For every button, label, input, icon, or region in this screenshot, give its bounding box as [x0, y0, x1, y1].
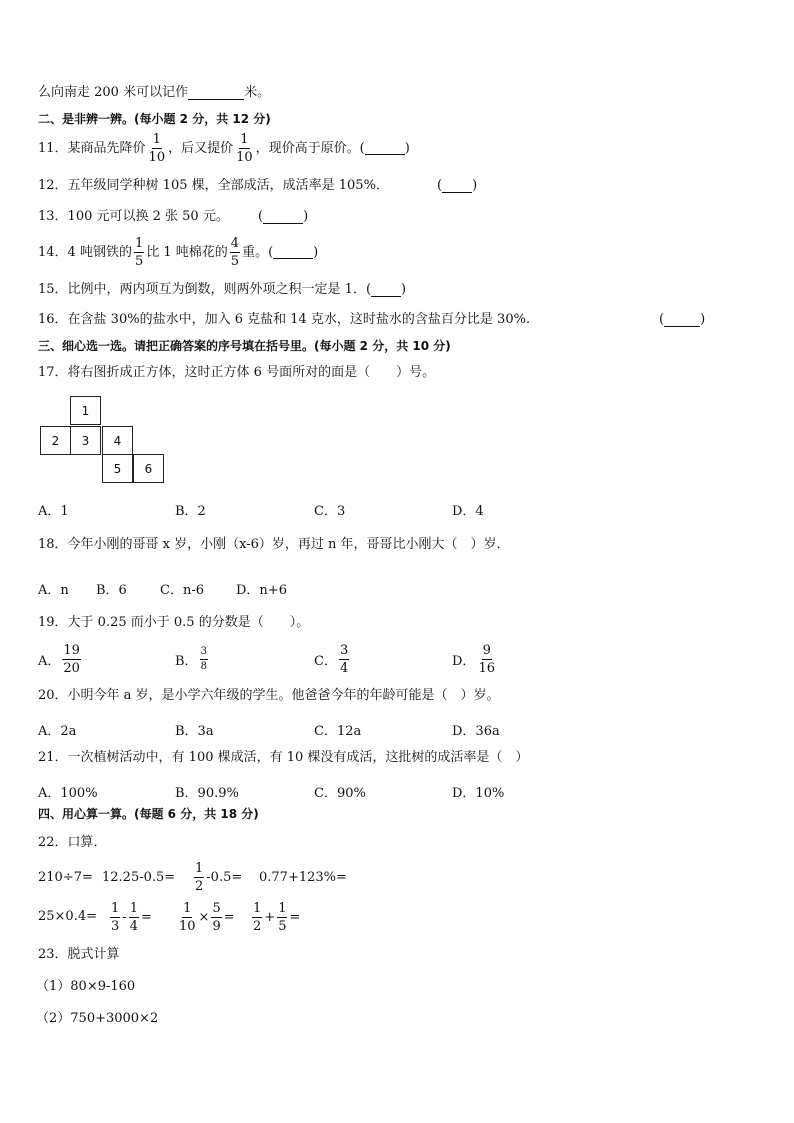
q20-option-b[interactable]: B．3a	[175, 724, 214, 739]
calc-r2-d	[250, 897, 300, 937]
calc-r2-c-op: ×	[198, 909, 210, 925]
calc-r2-d-op: +	[264, 909, 276, 925]
calc-r1-c-rest: -0.5=	[206, 869, 243, 885]
net-cell-2: 2	[40, 426, 71, 455]
q17-option-c[interactable]: C．3	[314, 504, 346, 519]
calc-r1-c-fraction	[194, 862, 204, 893]
calc-r2-c-f2-den: 9	[212, 918, 221, 934]
calc-r2-d-eq: =	[289, 909, 301, 925]
question-12	[38, 179, 389, 192]
question-21: 21．一次植树活动中，有 100 棵成活，有 10 棵没有成活，这批树的成活率是（ ）	[38, 750, 529, 765]
calc-r2-c-f1-den: 10	[179, 918, 196, 934]
q19-option-a[interactable]	[38, 640, 83, 678]
calc-r1-d: 0.77+123%=	[259, 870, 347, 885]
calc-r2-b-fraction-1	[110, 902, 120, 933]
net-cell-1: 1	[70, 396, 101, 425]
q16-answer-blank[interactable]	[664, 313, 700, 327]
q14-text-b: 比 1 吨棉花的	[146, 244, 228, 260]
calc-r2-b-f1-den: 3	[111, 918, 120, 934]
calc-r2-c-f1-num: 1	[183, 900, 192, 916]
q11-fraction-2	[235, 133, 254, 164]
calc-r2-a: 25×0.4=	[38, 909, 98, 924]
calc-r2-c-f2-num: 5	[212, 900, 221, 916]
q19-c-fraction	[339, 644, 349, 675]
q16-close: )	[700, 312, 706, 327]
calc-r2-d-f2-den: 5	[278, 918, 287, 934]
q19-b-den: 8	[200, 660, 207, 672]
q14-text-c: 重。(	[242, 244, 274, 260]
calc-r1-c-num: 1	[195, 860, 204, 876]
q16-open: (	[659, 312, 665, 327]
q18-option-d[interactable]: D．n+6	[236, 583, 287, 598]
question-18: 18．今年小刚的哥哥 x 岁，小刚（x-6）岁，再过 n 年，哥哥比小刚大（ ）岁．	[38, 537, 510, 552]
q11-f2-num: 1	[240, 131, 249, 147]
q18-option-c[interactable]: C．n-6	[160, 583, 204, 598]
q15-end: )	[401, 282, 407, 297]
q21-option-b[interactable]: B．90.9%	[175, 786, 239, 801]
top-line-suffix: 米。	[244, 85, 271, 100]
q14-fraction-2	[230, 237, 240, 268]
calc-r2-c-eq: =	[223, 909, 235, 925]
q11-f2-den: 10	[236, 149, 253, 165]
answer-blank[interactable]	[188, 86, 244, 100]
q11-answer-blank[interactable]	[365, 141, 405, 155]
question-22-title: 22．口算．	[38, 835, 107, 850]
q13-text: 13．100 元可以换 2 张 50 元。	[38, 209, 229, 224]
q23-item-1: （1）80×9-160	[36, 979, 136, 994]
q12-close: )	[472, 178, 478, 193]
q13-answer-blank[interactable]	[263, 210, 303, 224]
question-19: 19．大于 0.25 而小于 0.5 的分数是（ ）。	[38, 615, 310, 630]
calc-r2-b	[108, 897, 152, 937]
q20-option-d[interactable]: D．36a	[452, 724, 500, 739]
calc-r2-b-f2-num: 1	[129, 900, 138, 916]
calc-r2-b-f1-num: 1	[111, 900, 120, 916]
q19-a-fraction	[62, 644, 81, 675]
calc-r2-d-fraction-2	[277, 902, 287, 933]
q17-option-b[interactable]: B．2	[175, 504, 206, 519]
question-20: 20．小明今年 a 岁，是小学六年级的学生。他爸爸今年的年龄可能是（ ）岁。	[38, 688, 500, 703]
q12-text: 12．五年级同学种树 105 棵，全部成活，成活率是 105%．	[38, 178, 389, 193]
section-3-title: 三、细心选一选。请把正确答案的序号填在括号里。(每小题 2 分，共 10 分)	[38, 339, 451, 353]
calc-r1-c-den: 2	[195, 878, 204, 894]
net-cell-6: 6	[133, 454, 164, 483]
question-11	[38, 130, 410, 166]
q11-text-b: ，后又提价	[168, 140, 234, 156]
q14-text-a: 14．4 吨钢铁的	[38, 244, 132, 260]
calc-r1-b: 12.25-0.5=	[102, 870, 176, 885]
top-line	[38, 86, 270, 100]
q19-a-label: A．	[38, 653, 61, 669]
q11-text-a: 11．某商品先降价	[38, 140, 146, 156]
q16-answer	[659, 313, 705, 327]
q20-option-a[interactable]: A．2a	[38, 724, 77, 739]
section-4-title: 四、用心算一算。(每题 6 分，共 18 分)	[38, 807, 259, 821]
net-cell-4: 4	[102, 426, 133, 455]
q11-f1-den: 10	[148, 149, 166, 165]
calc-r2-d-f1-den: 2	[253, 918, 262, 934]
calc-r1-c	[192, 857, 242, 897]
q15-text: 15．比例中，两内项互为倒数，则两外项之积一定是 1．(	[38, 282, 372, 297]
q18-option-a[interactable]: A．n	[38, 583, 69, 598]
q17-option-a[interactable]: A．1	[38, 504, 69, 519]
q19-d-num: 9	[482, 642, 491, 658]
q21-option-c[interactable]: C．90%	[314, 786, 366, 801]
q19-b-num: 3	[200, 647, 208, 660]
section-2-title: 二、是非辨一辨。(每小题 2 分，共 12 分)	[38, 112, 271, 126]
calc-r2-c-fraction-2	[211, 902, 221, 933]
calc-r2-c	[176, 897, 235, 937]
q19-b-label: B．	[175, 653, 198, 669]
q14-f2-den: 5	[230, 253, 240, 269]
q13-answer	[258, 210, 308, 224]
q19-c-num: 3	[339, 642, 349, 658]
q19-option-b[interactable]	[175, 640, 210, 678]
q19-d-fraction	[477, 644, 496, 675]
q12-answer	[437, 179, 477, 193]
question-13	[38, 210, 229, 223]
calc-r2-d-f1-num: 1	[253, 900, 262, 916]
q11-text-end: )	[404, 140, 410, 156]
q14-answer-blank[interactable]	[273, 245, 313, 259]
calc-r2-b-f2-den: 4	[129, 918, 138, 934]
calc-r2-d-fraction-1	[252, 902, 262, 933]
q11-text-c: ，现价高于原价。(	[255, 140, 365, 156]
q11-f1-num: 1	[152, 131, 161, 147]
q15-answer-blank[interactable]	[371, 283, 401, 297]
q16-text: 16．在含盐 30%的盐水中，加入 6 克盐和 14 克水，这时盐水的含盐百分比是 30%.	[38, 312, 531, 327]
q20-option-c[interactable]: C．12a	[314, 724, 362, 739]
q12-answer-blank[interactable]	[442, 179, 472, 193]
q14-f1-num: 1	[134, 235, 144, 251]
top-line-text: 么向南走 200 米可以记作	[38, 85, 189, 100]
calc-r2-c-fraction-1	[178, 902, 197, 933]
calc-r2-d-f2-num: 1	[278, 900, 287, 916]
q12-open: (	[437, 178, 443, 193]
q14-f2-num: 4	[230, 235, 240, 251]
q19-option-d[interactable]	[452, 640, 498, 678]
q19-d-label: D．	[452, 653, 476, 669]
q13-close: )	[303, 209, 309, 224]
question-15	[38, 283, 406, 297]
calc-r1-a: 210÷7=	[38, 870, 93, 885]
question-14	[38, 234, 318, 270]
q19-c-label: C．	[314, 653, 337, 669]
question-17: 17．将右图折成正方体，这时正方体 6 号面所对的面是（ ）号。	[38, 365, 436, 380]
net-cell-3: 3	[70, 426, 101, 455]
net-cell-5: 5	[102, 454, 133, 483]
q19-a-num: 19	[63, 642, 80, 658]
q11-fraction-1	[148, 133, 167, 164]
q17-option-d[interactable]: D．4	[452, 504, 484, 519]
q13-open: (	[258, 209, 264, 224]
q19-a-den: 20	[63, 660, 80, 676]
question-23-title: 23．脱式计算	[38, 947, 120, 962]
q23-item-2: （2）750+3000×2	[36, 1011, 159, 1026]
q19-b-fraction	[200, 647, 208, 672]
q14-text-end: )	[313, 244, 319, 260]
q18-option-b[interactable]: B．6	[96, 583, 127, 598]
calc-r2-b-fraction-2	[129, 902, 139, 933]
q19-option-c[interactable]	[314, 640, 351, 678]
q21-option-d[interactable]: D．10%	[452, 786, 505, 801]
q14-fraction-1	[134, 237, 144, 268]
calc-r2-b-eq: =	[140, 909, 152, 925]
question-16	[38, 313, 530, 326]
q19-c-den: 4	[339, 660, 349, 676]
q14-f1-den: 5	[134, 253, 144, 269]
calc-r2-b-op: -	[122, 909, 127, 925]
q19-d-den: 16	[478, 660, 495, 676]
q21-option-a[interactable]: A．100%	[38, 786, 98, 801]
